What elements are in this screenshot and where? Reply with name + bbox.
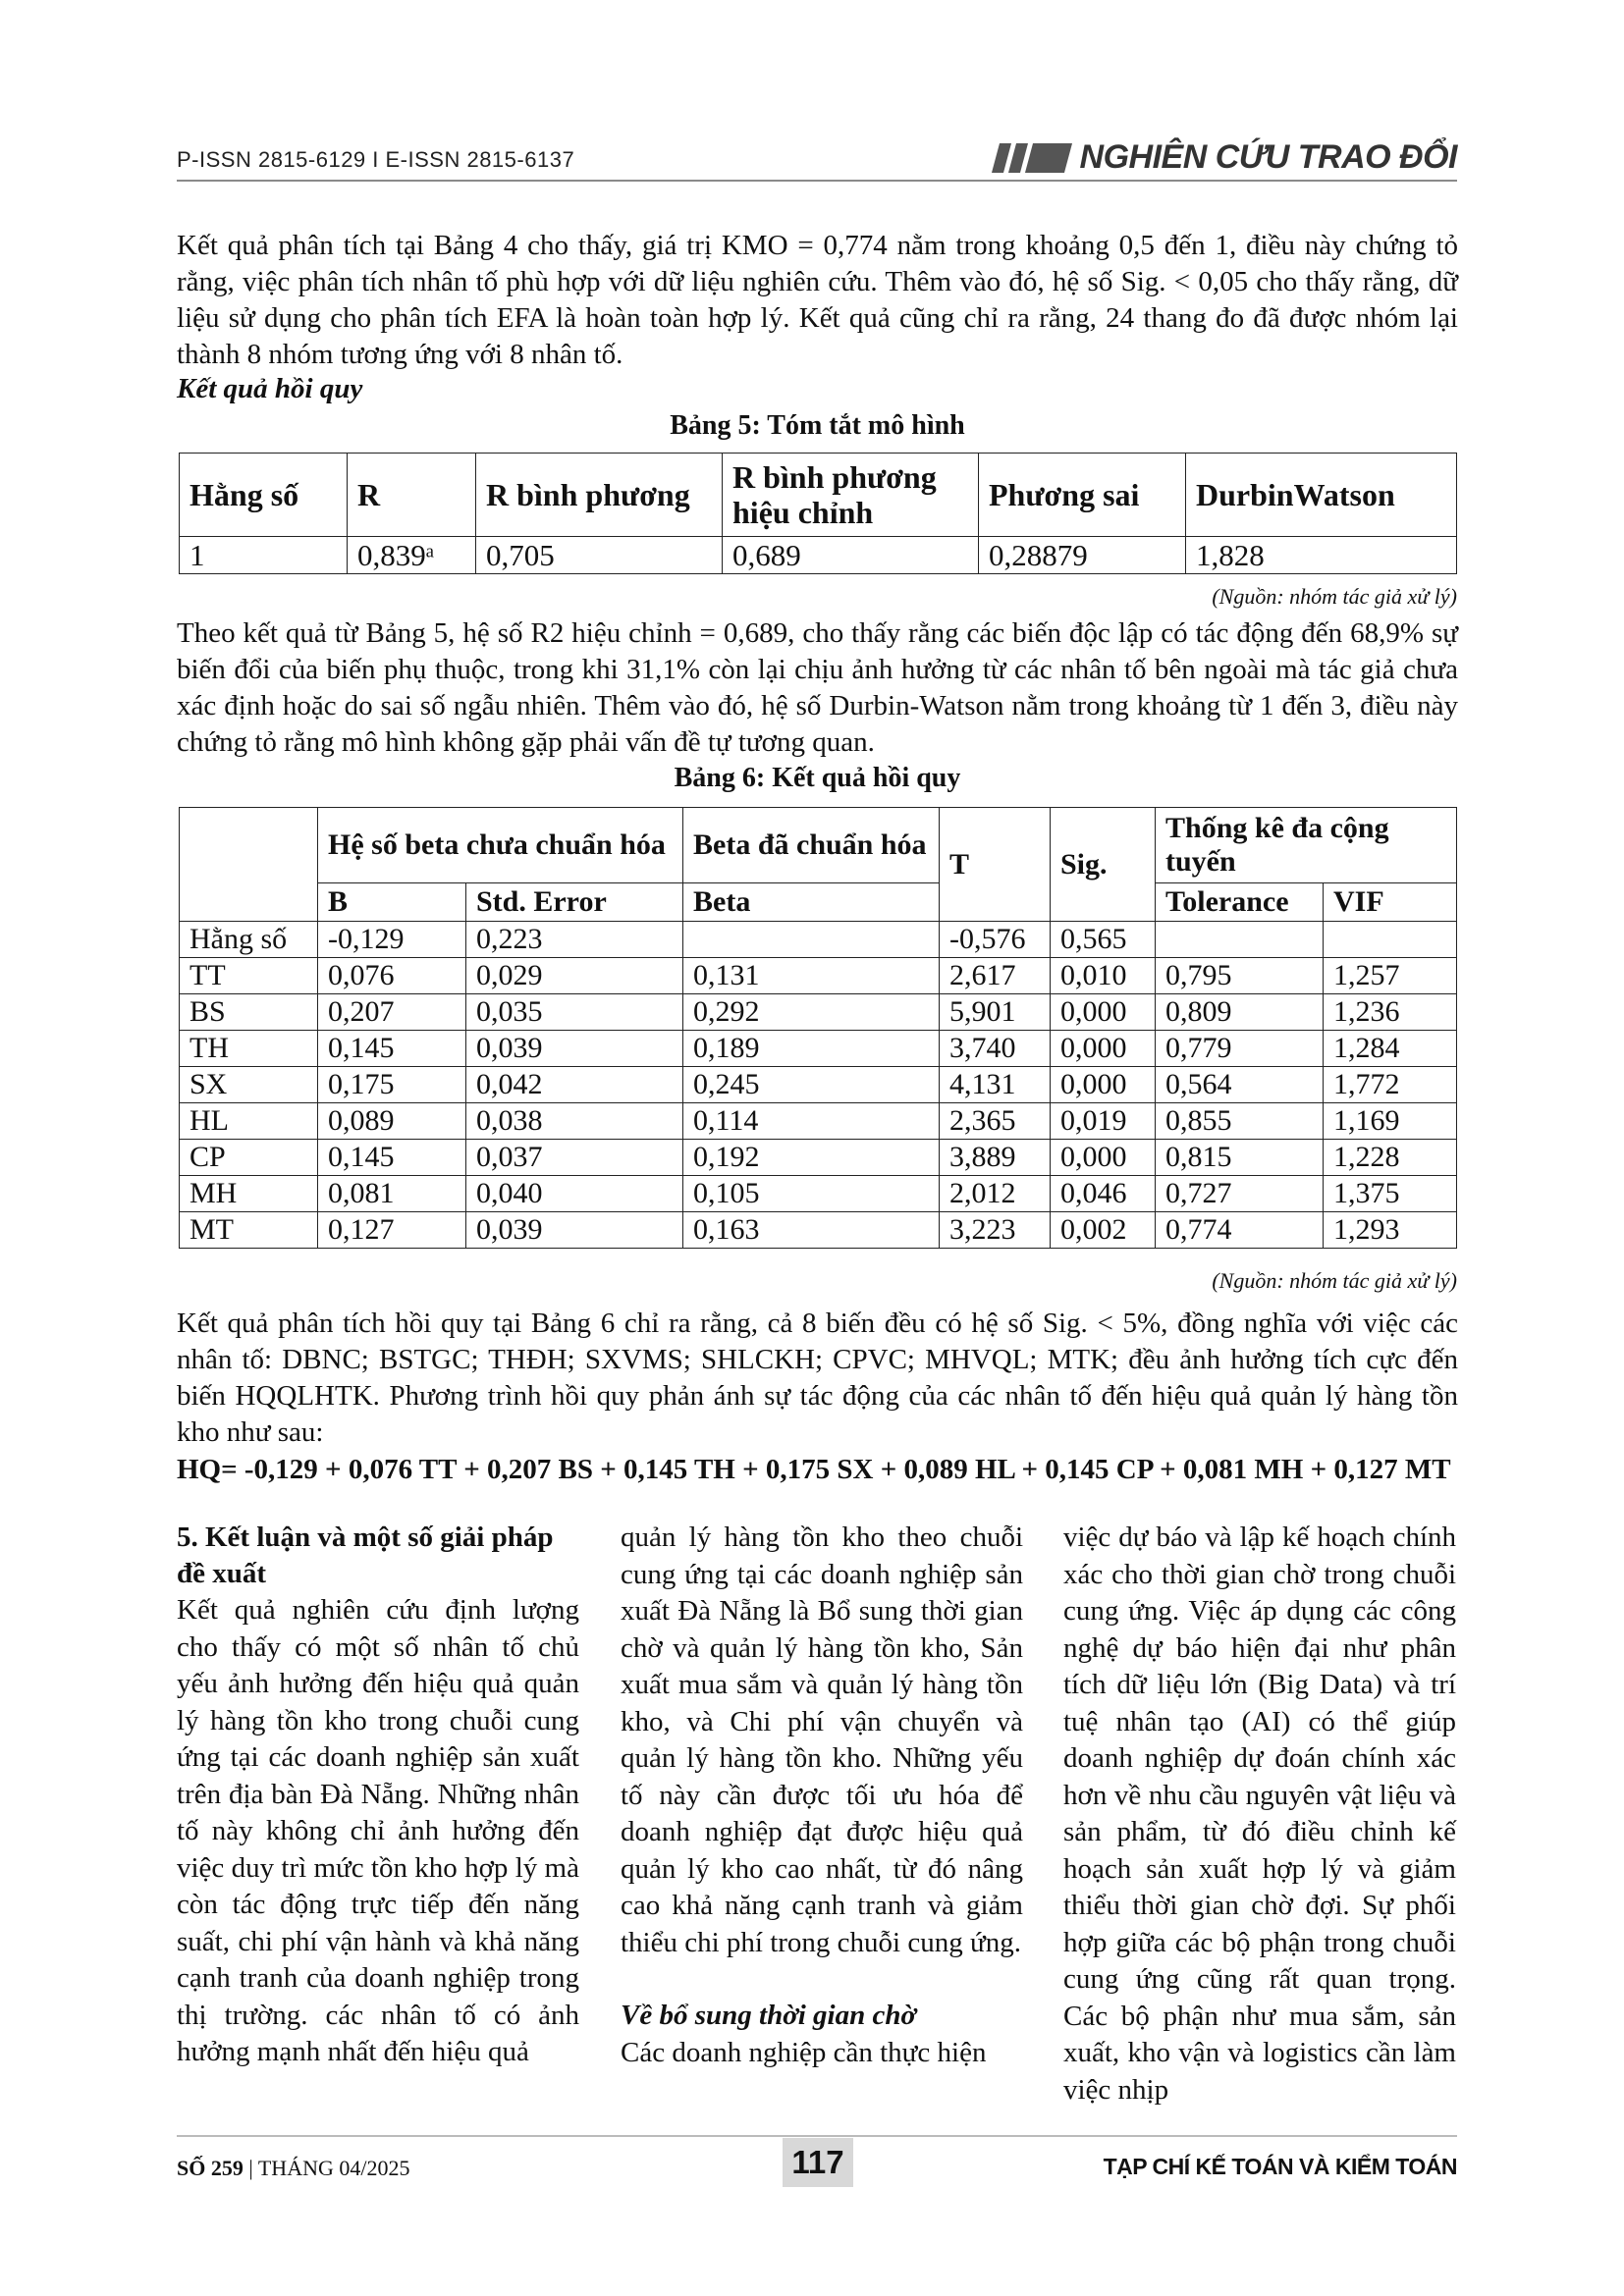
table6-cell: 0,223	[466, 922, 683, 958]
table5-cell: 1,828	[1186, 537, 1457, 574]
table-row	[180, 922, 1457, 958]
column-3	[1063, 1520, 1456, 2109]
table6-cell: 0,038	[466, 1103, 683, 1140]
table6-cell	[1156, 922, 1324, 958]
issn-text: P-ISSN 2815-6129 I E-ISSN 2815-6137	[177, 147, 575, 172]
table6-sub-header-row	[180, 883, 1457, 922]
table6-cell: 0,076	[318, 958, 466, 994]
footer-issue-number: SỐ 259	[177, 2156, 244, 2180]
table6-cell: 0,207	[318, 994, 466, 1031]
table6-cell: 0,774	[1156, 1212, 1324, 1249]
table6-cell: 0,000	[1051, 1067, 1156, 1103]
table6-cell: -0,576	[940, 922, 1051, 958]
table6-cell: -0,129	[318, 922, 466, 958]
footer-issue	[177, 2156, 409, 2181]
table6-cell: 0,192	[683, 1140, 940, 1176]
table6-cell: 1,236	[1324, 994, 1457, 1031]
table6-row-label: MT	[180, 1212, 318, 1249]
table6-cell: 0,114	[683, 1103, 940, 1140]
table-row	[180, 1031, 1457, 1067]
table6-cell: 0,019	[1051, 1103, 1156, 1140]
column-2	[621, 1520, 1023, 2071]
table6-cell: 0,145	[318, 1140, 466, 1176]
table-row	[180, 537, 1457, 574]
table5-cell: 1	[180, 537, 348, 574]
header-bars-decoration	[996, 143, 1068, 173]
table6-cell	[683, 922, 940, 958]
table-row	[180, 1103, 1457, 1140]
table6-group-header-row	[180, 808, 1457, 883]
table6-row-label: CP	[180, 1140, 318, 1176]
table6-title: Bảng 6: Kết quả hồi quy	[674, 763, 961, 793]
table6-cell: 0,727	[1156, 1176, 1324, 1212]
column-3-text: việc dự báo và lập kế hoạch chính xác cho thời gian chờ trong chuỗi cung ứng. Việc áp dụng các công nghệ dự báo hiện đại như phân tích dữ liệu lớn (Big Data) và trí tuệ nhân tạo (AI) có thể giúp doanh nghiệp dự đoán chính xác hơn về nhu cầu nguyên vật liệu và sản phẩm, từ đó điều chỉnh kế hoạch sản xuất hợp lý và giảm thiểu thời gian chờ đợi. Sự phối hợp giữa các bộ phận trong chuỗi cung ứng cũng rất quan trọng. Các bộ phận như mua sắm, sản xuất, kho vận và logistics cần làm việc nhịp	[1063, 1522, 1456, 2106]
table5-header-cell: R bình phương	[476, 454, 723, 537]
table6-cell: 0,042	[466, 1067, 683, 1103]
table5-header-cell: DurbinWatson	[1186, 454, 1457, 537]
table-row	[180, 1176, 1457, 1212]
subhead-regression: Kết quả hồi quy	[177, 373, 363, 404]
table5-header-cell: Hằng số	[180, 454, 348, 537]
table6-cell: 0,000	[1051, 994, 1156, 1031]
table6-cell: 0,292	[683, 994, 940, 1031]
table6-header-sig: Sig.	[1051, 808, 1156, 922]
table6-cell: 0,815	[1156, 1140, 1324, 1176]
paragraph-r2: Theo kết quả từ Bảng 5, hệ số R2 hiệu chỉnh = 0,689, cho thấy rằng các biến độc lập có tác động đến 68,9% sự biến đổi của biến phụ thuộc, trong khi 31,1% còn lại chịu ảnh hưởng từ các nhân tố bên ngoài mà tác giả chưa xác định hoặc do sai số ngẫu nhiên. Thêm vào đó, hệ số Durbin-Watson nằm trong khoảng từ 1 đến 3, điều này chứng tỏ rằng mô hình không gặp phải vấn đề tự tương quan.	[177, 617, 1458, 758]
table5-cell: 0,705	[476, 537, 723, 574]
table6-cell: 0,565	[1051, 922, 1156, 958]
table5-header-cell: R bình phương hiệu chỉnh	[723, 454, 979, 537]
table6-subheader-beta: Beta	[683, 883, 940, 922]
table6-cell: 0,037	[466, 1140, 683, 1176]
footer-journal-name: TẠP CHÍ KẾ TOÁN VÀ KIỂM TOÁN	[1103, 2154, 1457, 2179]
table6-row-label: TT	[180, 958, 318, 994]
table5-cell: 0,689	[723, 537, 979, 574]
table6-row-label: Hằng số	[180, 922, 318, 958]
table-row	[180, 1212, 1457, 1249]
table6-cell: 0,002	[1051, 1212, 1156, 1249]
table6-cell: 0,000	[1051, 1140, 1156, 1176]
table6-cell: 4,131	[940, 1067, 1051, 1103]
footer-month: | THÁNG 04/2025	[248, 2156, 410, 2180]
table6-cell: 1,284	[1324, 1031, 1457, 1067]
table6-row-label: BS	[180, 994, 318, 1031]
table5-header-cell: R	[348, 454, 476, 537]
column-1	[177, 1520, 579, 2071]
table5-title: Bảng 5: Tóm tắt mô hình	[670, 410, 965, 441]
table6-cell: 0,039	[466, 1212, 683, 1249]
column-2-text: quản lý hàng tồn kho theo chuỗi cung ứng tại các doanh nghiệp sản xuất Đà Nẵng là Bổ sung thời gian chờ và quản lý hàng tồn kho, Sản xuất mua sắm và quản lý hàng tồn kho, và Chi phí vận chuyển và quản lý hàng tồn kho. Những yếu tố này cần được tối ưu hóa để doanh nghiệp đạt được hiệu quả quản lý kho cao nhất, từ đó nâng cao khả năng cạnh tranh và giảm thiểu chi phí trong chuỗi cung ứng.	[621, 1522, 1023, 1958]
table6	[179, 807, 1457, 1249]
table6-cell: 1,228	[1324, 1140, 1457, 1176]
table6-header-unstd: Hệ số beta chưa chuẩn hóa	[318, 808, 683, 883]
table6-cell: 2,617	[940, 958, 1051, 994]
table6-cell: 0,089	[318, 1103, 466, 1140]
table6-cell: 0,127	[318, 1212, 466, 1249]
table6-cell: 0,010	[1051, 958, 1156, 994]
table6-cell: 0,039	[466, 1031, 683, 1067]
table6-cell: 0,175	[318, 1067, 466, 1103]
table5-header-row	[180, 454, 1457, 537]
table6-cell: 0,105	[683, 1176, 940, 1212]
table6-cell: 0,809	[1156, 994, 1324, 1031]
table6-cell: 3,223	[940, 1212, 1051, 1249]
table6-body	[180, 922, 1457, 1249]
table6-header-std: Beta đã chuẩn hóa	[683, 808, 940, 883]
table6-row-label: MH	[180, 1176, 318, 1212]
table6-cell: 1,257	[1324, 958, 1457, 994]
table6-header-t: T	[940, 808, 1051, 922]
table6-source: (Nguồn: nhóm tác giả xử lý)	[1212, 1268, 1457, 1293]
footer-divider	[177, 2135, 1457, 2137]
table-row	[180, 1067, 1457, 1103]
table-row	[180, 958, 1457, 994]
table6-cell: 2,012	[940, 1176, 1051, 1212]
header-divider	[177, 180, 1457, 182]
table6-cell: 3,889	[940, 1140, 1051, 1176]
regression-equation: HQ= -0,129 + 0,076 TT + 0,207 BS + 0,145 TH + 0,175 SX + 0,089 HL + 0,145 CP + 0,081 MH + 0,127 MT	[177, 1454, 1451, 1485]
table6-header-collinearity: Thống kê đa cộng tuyến	[1156, 808, 1457, 883]
column-2-text-continued: Các doanh nghiệp cần thực hiện	[621, 2036, 987, 2068]
table5-cell: 0,839ᵃ	[348, 537, 476, 574]
table6-cell	[1324, 922, 1457, 958]
column-1-text: Kết quả nghiên cứu định lượng cho thấy có một số nhân tố chủ yếu ảnh hưởng đến hiệu quả quản lý hàng tồn kho trong chuỗi cung ứng tại các doanh nghiệp sản xuất trên địa bàn Đà Nẵng. Những nhân tố này không chỉ ảnh hưởng đến việc duy trì mức tồn kho hợp lý mà còn tác động trực tiếp đến năng suất, chi phí vận hành và khả năng cạnh tranh của doanh nghiệp trong thị trường. các nhân tố có ảnh hưởng mạnh nhất đến hiệu quả	[177, 1594, 579, 2067]
subhead-lead-time: Về bổ sung thời gian chờ	[621, 2000, 917, 2031]
table6-row-label: TH	[180, 1031, 318, 1067]
table-row	[180, 994, 1457, 1031]
table6-cell: 0,245	[683, 1067, 940, 1103]
table6-cell: 1,772	[1324, 1067, 1457, 1103]
table6-cell: 3,740	[940, 1031, 1051, 1067]
table-row	[180, 1140, 1457, 1176]
table6-cell: 0,564	[1156, 1067, 1324, 1103]
table6-cell: 0,029	[466, 958, 683, 994]
paragraph-kmo: Kết quả phân tích tại Bảng 4 cho thấy, giá trị KMO = 0,774 nằm trong khoảng 0,5 đến 1, điều này chứng tỏ rằng, việc phân tích nhân tố phù hợp với dữ liệu nghiên cứu. Thêm vào đó, hệ số Sig. < 0,05 cho thấy rằng, dữ liệu sử dụng cho phân tích EFA là hoàn toàn hợp lý. Kết quả cũng chỉ ra rằng, 24 thang đo đã được nhóm lại thành 8 nhóm tương ứng với 8 nhân tố.	[177, 230, 1458, 370]
table5-source: (Nguồn: nhóm tác giả xử lý)	[1212, 584, 1457, 609]
table6-subheader-se: Std. Error	[466, 883, 683, 922]
table5-cell: 0,28879	[979, 537, 1186, 574]
table6-subheader-vif: VIF	[1324, 883, 1457, 922]
table5	[179, 453, 1457, 574]
table6-cell: 0,035	[466, 994, 683, 1031]
section-header	[996, 138, 1457, 177]
table6-cell: 2,365	[940, 1103, 1051, 1140]
table6-subheader-tolerance: Tolerance	[1156, 883, 1324, 922]
table6-cell: 1,169	[1324, 1103, 1457, 1140]
table6-cell: 0,145	[318, 1031, 466, 1067]
table6-subheader-b: B	[318, 883, 466, 922]
page-number: 117	[783, 2138, 853, 2187]
table6-cell: 0,081	[318, 1176, 466, 1212]
table6-cell: 0,795	[1156, 958, 1324, 994]
paragraph-regression-result: Kết quả phân tích hồi quy tại Bảng 6 chỉ ra rằng, cả 8 biến đều có hệ số Sig. < 5%, đồng nghĩa với việc các nhân tố: DBNC; BSTGC; THĐH; SXVMS; SHLCKH; CPVC; MHVQL; MTK; đều ảnh hưởng tích cực đến biến HQQLHTK. Phương trình hồi quy phản ánh sự tác động của các nhân tố đến hiệu quả quản lý hàng tồn kho như sau:	[177, 1308, 1458, 1448]
table6-cell: 0,779	[1156, 1031, 1324, 1067]
table6-cell: 0,046	[1051, 1176, 1156, 1212]
section-title: NGHIÊN CỨU TRAO ĐỔI	[1079, 138, 1457, 176]
table6-row-label: SX	[180, 1067, 318, 1103]
table6-cell: 0,040	[466, 1176, 683, 1212]
section5-heading: 5. Kết luận và một số giải pháp đề xuất	[177, 1522, 554, 1589]
table6-cell: 0,131	[683, 958, 940, 994]
table6-row-label: HL	[180, 1103, 318, 1140]
table6-cell: 1,293	[1324, 1212, 1457, 1249]
table6-cell: 0,189	[683, 1031, 940, 1067]
table6-cell: 0,163	[683, 1212, 940, 1249]
table5-header-cell: Phương sai	[979, 454, 1186, 537]
table6-cell: 0,855	[1156, 1103, 1324, 1140]
table6-cell: 5,901	[940, 994, 1051, 1031]
table6-cell: 1,375	[1324, 1176, 1457, 1212]
table6-cell: 0,000	[1051, 1031, 1156, 1067]
